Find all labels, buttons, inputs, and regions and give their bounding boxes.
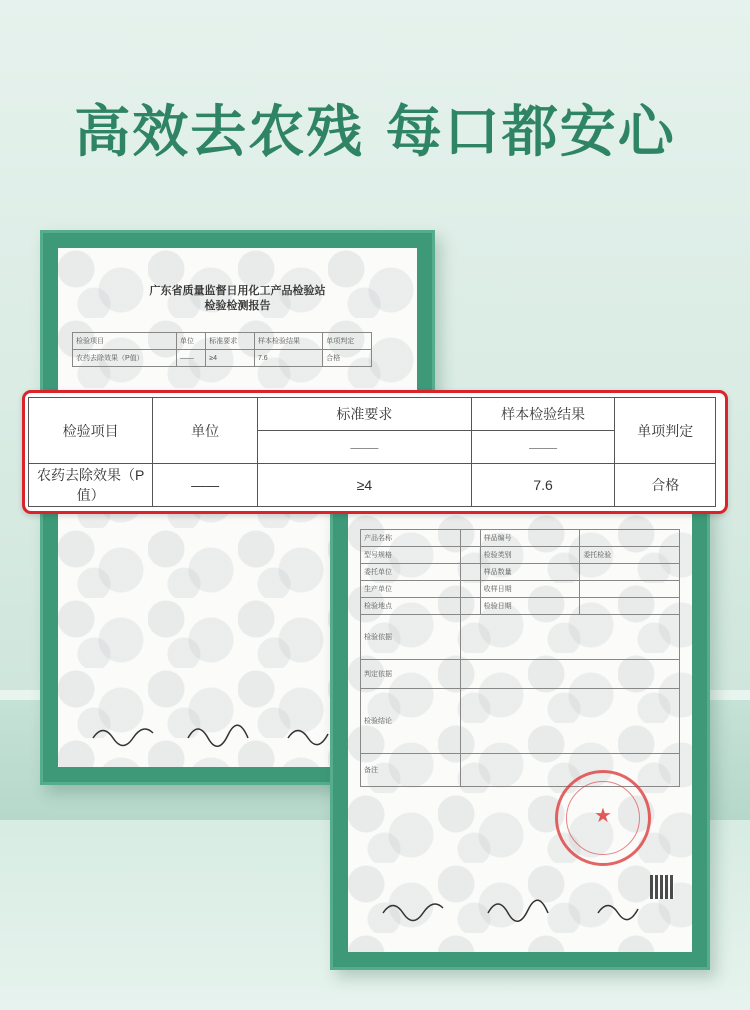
right-report-table xyxy=(360,529,680,787)
left-header-item: 检验项目 xyxy=(73,333,177,350)
right-report-paper xyxy=(348,513,692,952)
right-value-type: 委托检验 xyxy=(580,547,680,564)
left-report-subtitle: 检验检测报告 xyxy=(204,300,271,312)
right-value-sample-no xyxy=(580,530,680,547)
sub-standard-dash: —— xyxy=(258,431,472,464)
right-label-test-date: 检验日期 xyxy=(480,598,580,615)
header-standard: 标准要求 xyxy=(258,398,472,431)
right-label-basis: 检验依据 xyxy=(361,615,461,660)
right-value-test-date xyxy=(580,598,680,615)
right-value-quantity xyxy=(580,564,680,581)
right-value-producer xyxy=(460,581,480,598)
left-cell-unit: —— xyxy=(177,350,206,367)
left-header-standard: 标准要求 xyxy=(206,333,255,350)
left-signature-image xyxy=(88,718,348,748)
right-label-model: 型号规格 xyxy=(361,547,461,564)
right-label-producer: 生产单位 xyxy=(361,581,461,598)
qr-code-icon xyxy=(650,875,674,899)
left-header-result: 样本检验结果 xyxy=(254,333,322,350)
right-label-sample-no: 样品编号 xyxy=(480,530,580,547)
right-value-product xyxy=(460,530,480,547)
cell-judgement: 合格 xyxy=(615,464,716,507)
left-report-title: 广东省质量监督日用化工产品检验站 xyxy=(149,285,326,297)
left-cell-item: 农药去除效果（P值） xyxy=(73,350,177,367)
right-value-client xyxy=(460,564,480,581)
cell-sample-result: 7.6 xyxy=(471,464,615,507)
right-label-quantity: 样品数量 xyxy=(480,564,580,581)
right-label-judge: 判定依据 xyxy=(361,660,461,689)
left-signatures xyxy=(88,718,348,753)
right-label-receive-date: 收样日期 xyxy=(480,581,580,598)
headline: 高效去农残 每口都安心 xyxy=(74,100,676,165)
left-header-judgement: 单项判定 xyxy=(323,333,372,350)
header-unit: 单位 xyxy=(153,398,258,464)
left-cell-result: 7.6 xyxy=(254,350,322,367)
cell-test-item: 农药去除效果（P值） xyxy=(29,464,153,507)
right-value-location xyxy=(460,598,480,615)
left-report-table xyxy=(72,332,372,367)
right-value-basis xyxy=(460,615,679,660)
right-label-client: 委托单位 xyxy=(361,564,461,581)
sub-result-dash: —— xyxy=(471,431,615,464)
left-header-unit: 单位 xyxy=(177,333,206,350)
right-value-model xyxy=(460,547,480,564)
enlarged-result-table xyxy=(28,397,716,507)
header-test-item: 检验项目 xyxy=(29,398,153,464)
enlarged-result-callout xyxy=(22,390,728,514)
right-value-conclusion xyxy=(460,689,679,754)
right-label-location: 检验地点 xyxy=(361,598,461,615)
header-judgement: 单项判定 xyxy=(615,398,716,464)
right-label-type: 检验类别 xyxy=(480,547,580,564)
cell-unit: —— xyxy=(153,464,258,507)
header-sample-result: 样本检验结果 xyxy=(471,398,615,431)
right-value-judge xyxy=(460,660,679,689)
left-cell-standard: ≥4 xyxy=(206,350,255,367)
right-value-receive-date xyxy=(580,581,680,598)
right-label-note: 备注 xyxy=(361,754,461,787)
cell-standard: ≥4 xyxy=(258,464,472,507)
official-seal-image xyxy=(555,770,651,866)
right-signature-image xyxy=(378,893,678,923)
right-label-product: 产品名称 xyxy=(361,530,461,547)
left-cell-judgement: 合格 xyxy=(323,350,372,367)
right-label-conclusion: 检验结论 xyxy=(361,689,461,754)
star-icon: ★ xyxy=(594,805,612,827)
